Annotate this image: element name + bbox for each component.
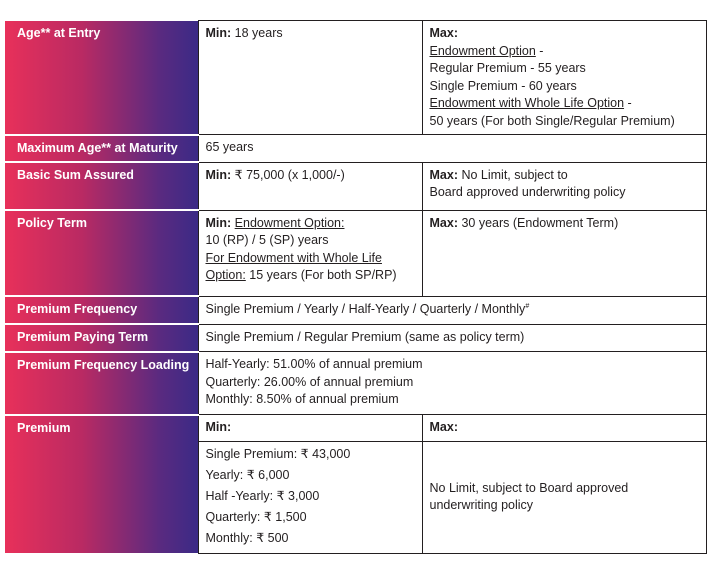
table-row	[5, 21, 706, 135]
table-row	[5, 135, 706, 163]
row-label-premium-frequency: Premium Frequency	[5, 296, 198, 324]
premium-max-value: No Limit, subject to Board approved underwriting policy	[422, 441, 706, 553]
age-entry-min: Min: 18 years	[198, 21, 422, 135]
row-label-max-age-maturity: Maximum Age** at Maturity	[5, 135, 198, 163]
premium-frequency-value: Single Premium / Yearly / Half-Yearly / Quarterly / Monthly#	[198, 296, 706, 324]
policy-features-table	[5, 20, 707, 554]
table-row	[5, 296, 706, 324]
basic-sum-max: Max: No Limit, subject to Board approved underwriting policy	[422, 162, 706, 210]
age-entry-max: Max: Endowment Option - Regular Premium - 55 years Single Premium - 60 years Endowment with Whole Life Option - 50 years (For both Single/Regular Premium)	[422, 21, 706, 135]
premium-min-header: Min:	[198, 415, 422, 442]
premium-min-values: Single Premium: ₹ 43,000 Yearly: ₹ 6,000 Half -Yearly: ₹ 3,000 Quarterly: ₹ 1,500 Monthly: ₹ 500	[198, 441, 422, 553]
premium-paying-term-value: Single Premium / Regular Premium (same as policy term)	[198, 324, 706, 352]
policy-term-min: Min: Endowment Option: 10 (RP) / 5 (SP) years For Endowment with Whole Life Option: 15 years (For both SP/RP)	[198, 210, 422, 296]
table-row	[5, 324, 706, 352]
row-label-premium-paying-term: Premium Paying Term	[5, 324, 198, 352]
frequency-loading-value: Half-Yearly: 51.00% of annual premium Quarterly: 26.00% of annual premium Monthly: 8.50% of annual premium	[198, 352, 706, 415]
basic-sum-min: Min: ₹ 75,000 (x 1,000/-)	[198, 162, 422, 210]
row-label-basic-sum: Basic Sum Assured	[5, 162, 198, 210]
table-row	[5, 352, 706, 415]
premium-max-header: Max:	[422, 415, 706, 442]
row-label-frequency-loading: Premium Frequency Loading	[5, 352, 198, 415]
policy-term-max: Max: 30 years (Endowment Term)	[422, 210, 706, 296]
row-label-age-entry: Age** at Entry	[5, 21, 198, 135]
row-label-premium: Premium	[5, 415, 198, 554]
max-age-maturity-value: 65 years	[198, 135, 706, 163]
table-row	[5, 210, 706, 296]
row-label-policy-term: Policy Term	[5, 210, 198, 296]
table-row	[5, 162, 706, 210]
table-row	[5, 415, 706, 442]
